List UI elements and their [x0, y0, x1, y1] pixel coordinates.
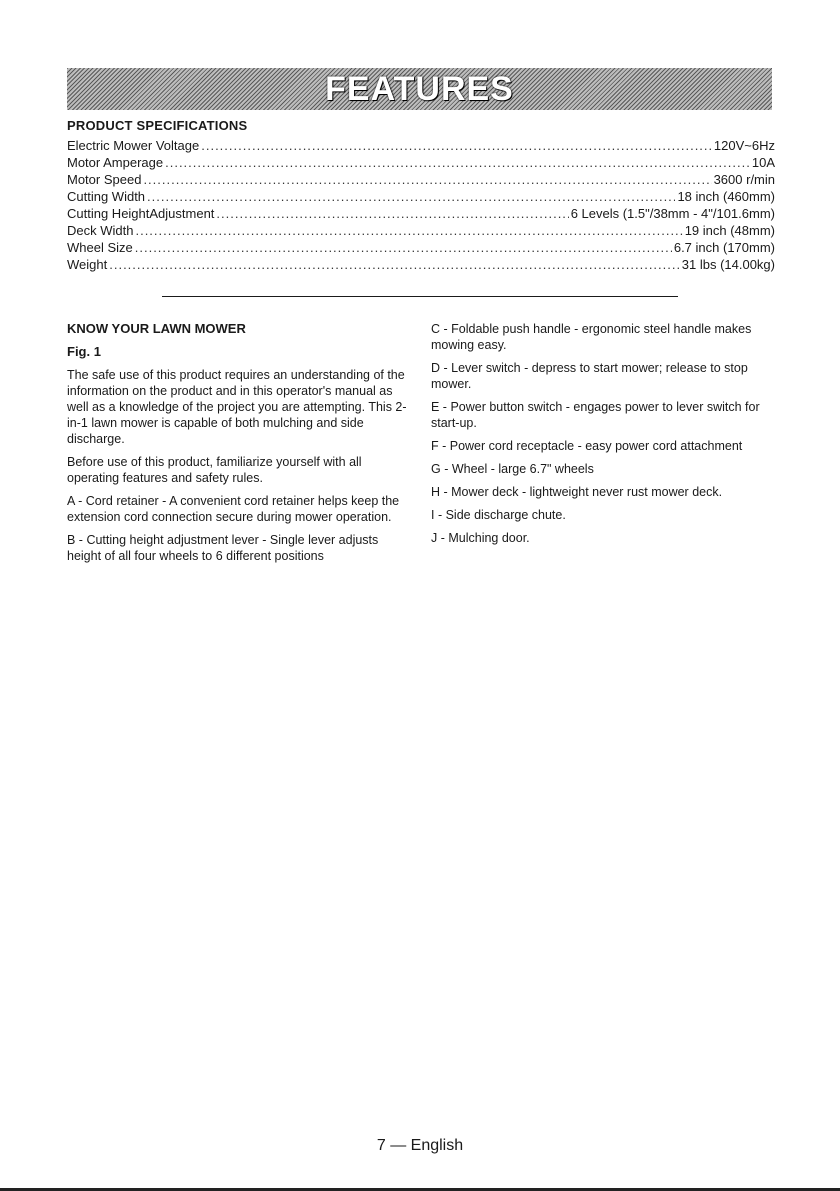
- spec-row: [67, 256, 775, 273]
- spec-label: Cutting Width: [67, 189, 146, 204]
- feature-item: D - Lever switch - depress to start mower; release to stop mower.: [431, 361, 748, 391]
- spec-value: 6 Levels (1.5"/38mm - 4"/101.6mm): [570, 206, 775, 221]
- dot-leader: [135, 222, 682, 239]
- feature-item: F - Power cord receptacle - easy power cord attachment: [431, 439, 743, 453]
- feature-item: I - Side discharge chute.: [431, 508, 566, 522]
- paragraph: The safe use of this product requires an understanding of the information on the product and in this operator's manual as well as a knowledge of the project you are attempting. This 2-in-1 lawn mower is capable of both mulching and side discharge.: [67, 368, 407, 446]
- feature-item: H - Mower deck - lightweight never rust mower deck.: [431, 485, 723, 499]
- spec-value: 10A: [751, 155, 775, 170]
- spec-row: [67, 188, 775, 205]
- spec-label: Wheel Size: [67, 240, 133, 255]
- spec-value: 31 lbs (14.00kg): [681, 257, 775, 272]
- spec-label: Motor Speed: [67, 172, 142, 187]
- dot-leader: [135, 239, 672, 256]
- feature-item: A - Cord retainer - A convenient cord retainer helps keep the extension cord connection secure during mower operation.: [67, 494, 400, 524]
- spec-label: Deck Width: [67, 223, 134, 238]
- paragraph: Before use of this product, familiarize yourself with all operating features and safety rules.: [67, 455, 362, 485]
- spec-row: [67, 154, 775, 171]
- right-column: [431, 321, 777, 553]
- dot-leader: [165, 154, 750, 171]
- spec-value: 120V~6Hz: [713, 138, 775, 153]
- features-banner: [67, 68, 772, 110]
- spec-label: Electric Mower Voltage: [67, 138, 200, 153]
- specifications-list: [67, 137, 775, 273]
- figure-reference: Fig. 1: [67, 344, 101, 359]
- specifications-heading: PRODUCT SPECIFICATIONS: [67, 118, 248, 133]
- spec-value: 19 inch (48mm): [684, 223, 775, 238]
- spec-row: [67, 239, 775, 256]
- feature-item: B - Cutting height adjustment lever - Single lever adjusts height of all four wheels to 6 different positions: [67, 533, 379, 563]
- spec-row: [67, 205, 775, 222]
- page-footer: 7 — English: [376, 1137, 464, 1154]
- section-divider: [162, 296, 678, 297]
- feature-item: J - Mulching door.: [431, 531, 530, 545]
- dot-leader: [147, 188, 675, 205]
- spec-value: 3600 r/min: [713, 172, 775, 187]
- spec-label: Weight: [67, 257, 108, 272]
- spec-row: [67, 137, 775, 154]
- dot-leader: [216, 205, 568, 222]
- left-column: [67, 321, 413, 571]
- spec-value: 18 inch (460mm): [677, 189, 775, 204]
- feature-item: G - Wheel - large 6.7" wheels: [431, 462, 594, 476]
- spec-row: [67, 222, 775, 239]
- feature-item: C - Foldable push handle - ergonomic steel handle makes mowing easy.: [431, 322, 752, 352]
- feature-item: E - Power button switch - engages power to lever switch for start-up.: [431, 400, 760, 430]
- spec-row: [67, 171, 775, 188]
- dot-leader: [201, 137, 712, 154]
- spec-label: Cutting HeightAdjustment: [67, 206, 215, 221]
- know-your-mower-heading: KNOW YOUR LAWN MOWER: [67, 321, 246, 336]
- dot-leader: [143, 171, 711, 188]
- spec-value: 6.7 inch (170mm): [673, 240, 775, 255]
- dot-leader: [109, 256, 680, 273]
- banner-title: FEATURES: [325, 69, 514, 108]
- spec-label: Motor Amperage: [67, 155, 164, 170]
